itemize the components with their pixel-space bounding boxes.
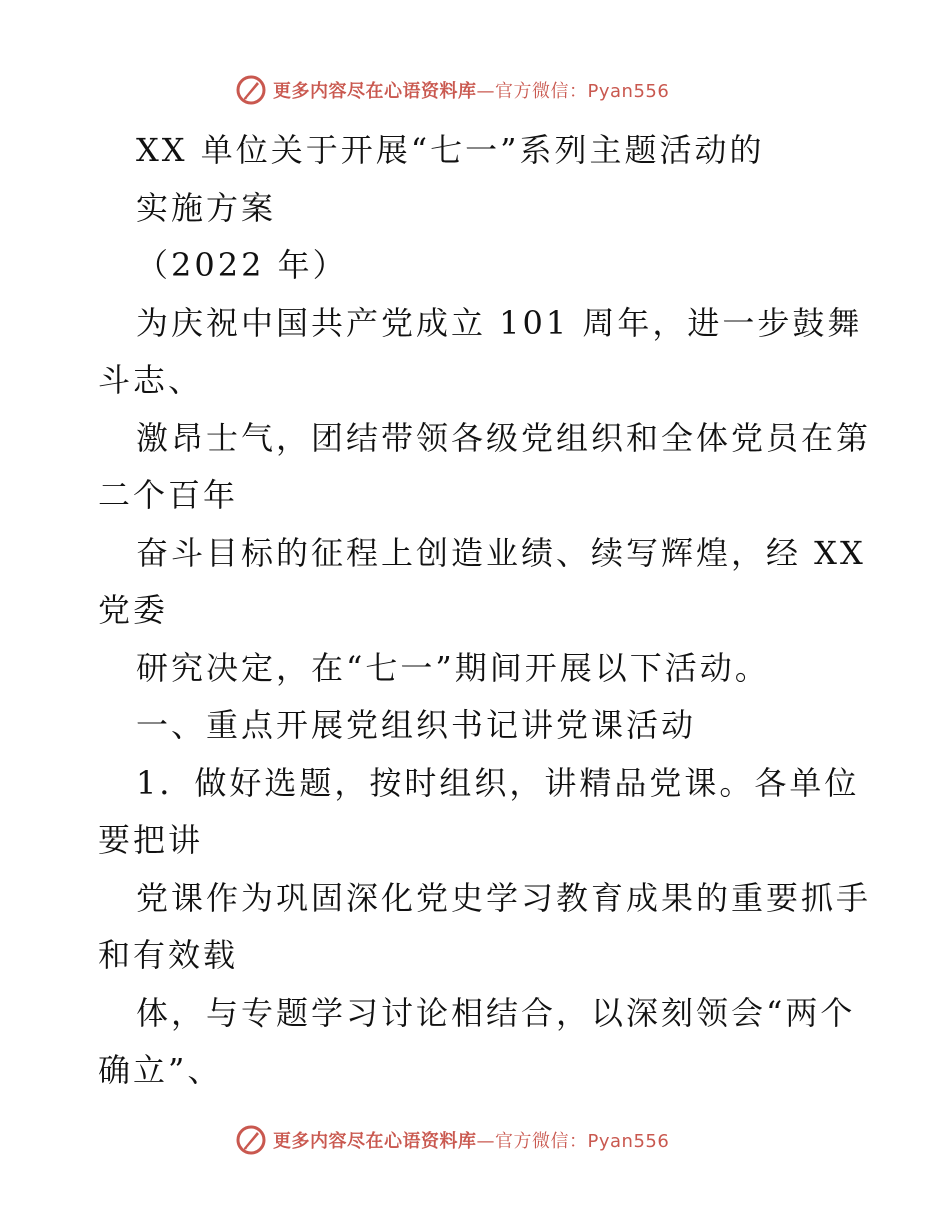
doc-title-line-2: 实施方案 <box>136 188 277 227</box>
section-heading: 一、重点开展党组织书记讲党课活动 <box>136 706 697 744</box>
watermark-id-text: Pyan556 <box>587 81 670 102</box>
paragraph-line: 二个百年 <box>98 476 239 514</box>
paragraph-line: 奋斗目标的征程上创造业绩、续写辉煌，经 XX <box>136 533 866 572</box>
watermark-main-text: 更多内容尽在心语资料库 <box>273 1131 477 1152</box>
watermark-sub-text: —官方微信： <box>476 1131 588 1152</box>
watermark-footer <box>235 1122 669 1158</box>
paragraph-line: 1．做好选题，按时组织，讲精品党课。各单位 <box>136 763 860 802</box>
document-body <box>98 122 872 1100</box>
watermark-header <box>235 72 669 108</box>
watermark-id-text: Pyan556 <box>587 1131 670 1152</box>
paragraph-line: 斗志、 <box>98 361 204 399</box>
doc-title-line-1: XX 单位关于开展“七一”系列主题活动的 <box>136 131 765 169</box>
doc-year-line: （2022 年） <box>136 246 348 284</box>
paragraph-line: 和有效载 <box>98 936 239 974</box>
paragraph-line: 体，与专题学习讨论相结合，以深刻领会“两个 <box>136 993 856 1032</box>
paragraph-line: 要把讲 <box>98 821 204 859</box>
paragraph-line: 党课作为巩固深化党史学习教育成果的重要抓手 <box>136 878 872 917</box>
paragraph-line: 确立”、 <box>98 1051 223 1089</box>
watermark-sub-text: —官方微信： <box>476 81 588 102</box>
paragraph-line: 为庆祝中国共产党成立 101 周年，进一步鼓舞 <box>136 303 863 342</box>
quill-logo-icon <box>235 74 267 106</box>
paragraph-line: 研究决定，在“七一”期间开展以下活动。 <box>136 648 770 687</box>
watermark-main-text: 更多内容尽在心语资料库 <box>273 81 477 102</box>
paragraph-line: 激昂士气，团结带领各级党组织和全体党员在第 <box>136 418 872 457</box>
paragraph-line: 党委 <box>98 591 169 629</box>
quill-logo-icon <box>235 1124 267 1156</box>
